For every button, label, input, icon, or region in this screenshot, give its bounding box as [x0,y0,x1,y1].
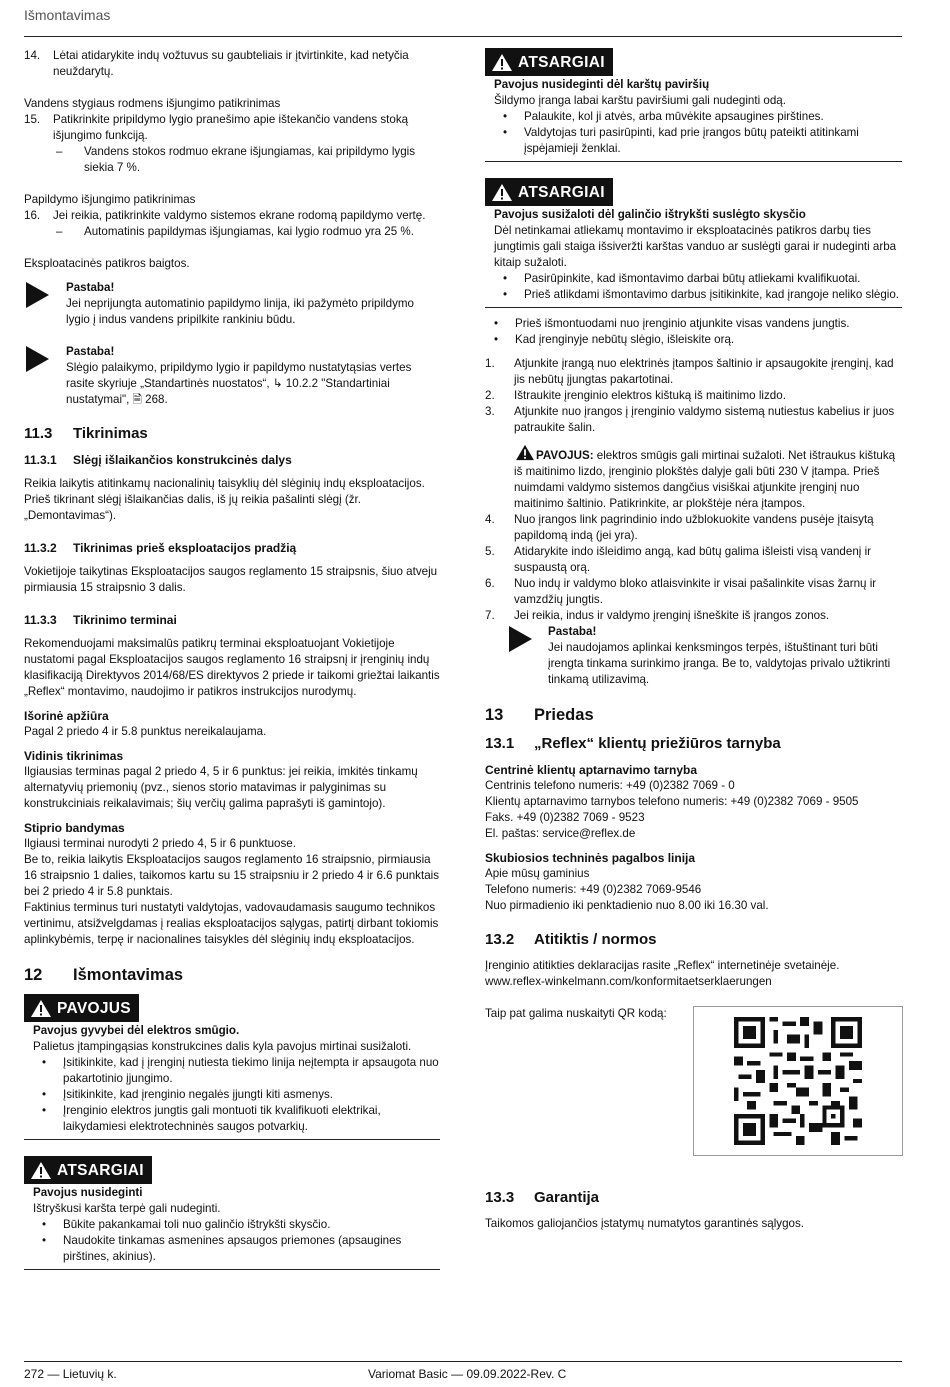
note-arrow-icon [509,626,532,652]
bullet-item: • Palaukite, kol ji atvės, arba mūvėkite apsaugines pirštines. [503,110,824,123]
note-arrow-icon [26,346,49,372]
checks-complete-text: Eksploatacinės patikros baigtos. [24,257,190,270]
warning-triangle-icon [491,53,513,72]
note-arrow-icon [26,282,49,308]
paragraph: Vokietijoje taikytinas Eksploatacijos saugos reglamento 15 straipsnis, šiuo atveju pirmiausia 15 straipsnio 3 dalis. [24,565,438,594]
bullet-item: • Būkite pakankamai toli nuo galinčio ištrykšti skysčio. [42,1218,331,1231]
step-4: 4. Nuo įrangos link pagrindinio indo užblokuokite vandens pusėje įtaisytą papildomą indą (jei yra). [485,513,874,542]
subheading-central-service: Centrinė klientų aptarnavimo tarnyba [485,763,698,777]
note-box: Pastaba! Slėgio palaikymo, pripildymo lygio ir papildymo nustatytąsias vertes rasite skyriuje „Standartinės nuostatos“, ↳ 10.2.2 "Standartiniai nustatymai", 🗎 268. [24,344,440,408]
contact-line: Faks. +49 (0)2382 7069 - 9523 [485,811,645,824]
danger-box: PAVOJUS Pavojus gyvybei dėl elektros smūgio. Palietus įtampingąsias konstrukcines dalis kyla pavojus mirtinai susižaloti. • Įsitikinkite, kad į įrenginį nutiesta tiekimo linija neįtempta ir apsaugota nuo pakartotinio įjungimo. • Įsitikinkite, kad įrenginio negalės įjungti kiti asmenys. • Įrenginio elektros jungtis gali montuoti tik kvalifikuoti elektrikai, laikydamiesi elektrotechninės saugos potvarkių. [24,994,440,1140]
section-heading-13-2: 13.2 Atitiktis / normos [485,931,657,948]
step-16: 16. Jei reikia, patikrinkite valdymo sistemos ekrane rodomą papildymo vertę. [24,209,426,222]
caution-box: ATSARGIAI Pavojus nusideginti dėl karštų paviršių Šildymo įranga labai karštu paviršiumi gali nudeginti odą. • Palaukite, kol ji atvės, arba mūvėkite apsaugines pirštines. • Valdytojas turi pasirūpinti, kad prie įrangos būtų pateikti atitinkami įspėjamieji ženklai. [485,48,902,162]
step-15: 15. Patikrinkite pripildymo lygio pranešimo apie ištekančio vandens stoką išjungimo funkciją. [24,113,409,142]
right-column [485,48,902,1232]
qr-code-frame [693,1006,903,1156]
header-rule [24,36,902,37]
paragraph: Rekomenduojami maksimalūs patikrų terminai eksploatuojant Vokietijoje nustatomi pagal Eksploatacijos saugos reglamento 16 straipsnį ir įrenginių indų klasifikaciją Direktyvos 2014/68/ES direktyvos 2 priede ir taikomi griežtai laikantis „Reflex“ montavimo, naudojimo ir patikros instrukcijos nurodymų. [24,637,440,698]
qr-caption: Taip pat galima nuskaityti QR kodą: [485,1007,667,1020]
left-column [24,48,440,1270]
caution-badge: ATSARGIAI [485,178,613,206]
inline-danger-warning: PAVOJUS: elektros smūgis gali mirtinai sužaloti. Net ištraukus kištuką iš maitinimo lizdo, įrenginio plokštės dalyje gali būti 230 V įtampa. Prieš nuimdami valdymo sistemos dangčius visiškai atjunkite įrenginį nuo maitinimo šaltinio. Patikrinkite, ar plokštėje nėra įtampos. [485,444,902,512]
paragraph: Reikia laikytis atitinkamų nacionalinių taisyklių dėl slėginių indų eksploatacijos. Prieš tikrinant slėgį išlaikančias dalis, iš jų reikia pašalinti slėgį (žr. „Demontavimas“). [24,477,425,522]
section-heading-13-3: 13.3 Garantija [485,1189,600,1206]
paragraph: Ilgiausias terminas pagal 2 priedo 4, 5 ir 6 punktus: jei reikia, imkitės tinkamų alternatyvių priemonių (pvz., sienos storio matavimas ir palyginimas su konstrukciniais reikalavimais; šių verčių galima paprašyti iš gamintojo). [24,765,418,810]
note-box: Pastaba! Jei naudojamos aplinkai kenksmingos terpės, ištuštinant turi būti įrengta tinkama surinkimo įranga. Be to, valdytojas privalo užtikrinti tinkamą utilizavimą. [485,624,902,688]
subheading-external-inspection: Išorinė apžiūra [24,709,109,723]
subheading-strength-test: Stiprio bandymas [24,821,125,835]
footer-rule [24,1361,902,1362]
chapter-heading-12: 12 Išmontavimas [24,966,184,984]
subheading-internal-inspection: Vidinis tikrinimas [24,749,124,763]
caution-box: ATSARGIAI Pavojus susižaloti dėl galinčio ištrykšti suslėgto skysčio Dėl netinkamai atliekamų montavimo ir eksploatacinės patikros darbų ties jungtimis gali staiga išsiveržti karštas vanduo ar suslėgti garai ir nudeginti arba kitaip sužaloti. • Pasirūpinkite, kad išmontavimo darbai būtų atliekami kvalifikuotai. • Prieš atlikdami išmontavimo darbus įsitikinkite, kad įrangoje neliko slėgio. [485,178,902,308]
contact-line: Telefono numeris: +49 (0)2382 7069-9546 [485,883,702,896]
bullet-item: • Naudokite tinkamas asmenines apsaugos priemones (apsaugines pirštines, akinius). [42,1234,402,1263]
subheading-hotline: Skubiosios techninės pagalbos linija [485,851,696,865]
warning-triangle-icon [30,999,52,1018]
caution-badge: ATSARGIAI [24,1156,152,1184]
bullet-item: • Prieš išmontuodami nuo įrenginio atjunkite visas vandens jungtis. [494,317,850,330]
section-heading-11-3: 11.3 Tikrinimas [24,425,148,442]
refill-check-title: Papildymo išjungimo patikrinimas [24,193,196,206]
warning-triangle-icon [30,1161,52,1180]
step-5: 5. Atidarykite indo išleidimo angą, kad būtų galima išleisti visą vandenį ir suspaustą orą. [485,545,872,574]
water-check-title: Vandens stygiaus rodmens išjungimo patikrinimas [24,97,281,110]
section-heading-11-3-2: 11.3.2 Tikrinimas prieš eksploatacijos pradžią [24,541,297,555]
paragraph: Ilgiausi terminai nurodyti 2 priedo 4, 5 ir 6 punktuose. [24,837,296,850]
contact-line: Nuo pirmadienio iki penktadienio nuo 8.00 iki 16.30 val. [485,899,769,912]
section-heading-13-1: 13.1 „Reflex“ klientų priežiūros tarnyba [485,735,781,752]
qr-code-icon [734,1017,862,1145]
danger-badge: PAVOJUS [24,994,139,1022]
step-7: 7. Jei reikia, indus ir valdymo įrenginį išneškite iš įrangos zonos. [485,609,830,622]
chapter-heading-13: 13 Priedas [485,706,594,724]
running-header: Išmontavimas [24,7,111,23]
step-2: 2. Ištraukite įrenginio elektros kištuką iš maitinimo lizdo. [485,389,786,402]
note-box: Pastaba! Jei neprijungta automatinio papildymo linija, iki pažymėto pripildymo lygio į indus vandens pripilkite rankiniu būdu. [24,280,440,328]
step-6: 6. Nuo indų ir valdymo bloko atlaisvinkite ir visai pašalinkite visas žarnų ir vamzdžių jungtis. [485,577,877,606]
bullet-item: • Prieš atlikdami išmontavimo darbus įsitikinkite, kad įrangoje neliko slėgio. [503,288,900,301]
footer-document-title: Variomat Basic — 09.09.2022-Rev. C [368,1367,567,1381]
bullet-item: • Įsitikinkite, kad įrenginio negalės įjungti kiti asmenys. [42,1088,334,1101]
bullet-item: • Pasirūpinkite, kad išmontavimo darbai būtų atliekami kvalifikuotai. [503,272,861,285]
step-14: 14. Lėtai atidarykite indų vožtuvus su gaubteliais ir įtvirtinkite, kad netyčia neuždarytų. [24,49,409,78]
step-15-result: – Vandens stokos rodmuo ekrane išjungiamas, kai pripildymo lygis siekia 7 %. [56,145,416,174]
qr-section [485,1006,902,1156]
step-1: 1. Atjunkite įrangą nuo elektrinės įtampos šaltinio ir apsaugokite įrenginį, kad jis nebūtų įjungtas pakartotinai. [485,357,894,386]
contact-line: Klientų aptarnavimo tarnybos telefono numeris: +49 (0)2382 7069 - 9505 [485,795,859,808]
paragraph: Pagal 2 priedo 4 ir 5.8 punktus nereikalaujama. [24,725,267,738]
contact-line: El. paštas: service@reflex.de [485,827,636,840]
bullet-item: • Įrenginio elektros jungtis gali montuoti tik kvalifikuoti elektrikai, laikydamiesi elektrotechninės saugos potvarkių. [42,1104,381,1133]
section-heading-11-3-1: 11.3.1 Slėgį išlaikančios konstrukcinės dalys [24,453,292,467]
section-heading-11-3-3: 11.3.3 Tikrinimo terminai [24,613,177,627]
paragraph: Taikomos galiojančios įstatymų numatytos garantinės sąlygos. [485,1217,804,1230]
caution-box: ATSARGIAI Pavojus nusideginti Ištryškusi karšta terpė gali nudeginti. • Būkite pakankamai toli nuo galinčio ištrykšti skysčio. • Naudokite tinkamas asmenines apsaugos priemones (apsaugines pirštines, akinius). [24,1156,440,1270]
contact-line: Centrinis telefono numeris: +49 (0)2382 7069 - 0 [485,779,735,792]
contact-line: Apie mūsų gaminius [485,867,590,880]
warning-triangle-icon [514,444,536,461]
step-3: 3. Atjunkite nuo įrangos į įrenginio valdymo sistemą nutiestus kabelius ir juos patraukite šalin. [485,405,895,434]
conformity-link[interactable]: www.reflex-winkelmann.com/konformitaetserklaerungen [485,975,772,988]
paragraph: Be to, reikia laikytis Eksploatacijos saugos reglamento 16 straipsnio, pirmiausia 16 straipsnio 1 dalies, taikomos kartu su 15 straipsniu ir 2 priedo 4 ir 6.6 punktais bei 2 priedo 4 ir 5.8 punktais. [24,853,440,898]
step-16-result: – Automatinis papildymas išjungiamas, kai lygio rodmuo yra 25 %. [56,225,414,238]
footer-page-number: 272 — Lietuvių k. [24,1367,117,1381]
bullet-item: • Kad įrenginyje nebūtų slėgio, išleiskite orą. [494,333,735,346]
paragraph: Įrenginio atitikties deklaracijas rasite „Reflex“ internetinėje svetainėje. [485,959,840,972]
bullet-item: • Valdytojas turi pasirūpinti, kad prie įrangos būtų pateikti atitinkami įspėjamieji ženklai. [503,126,859,155]
bullet-item: • Įsitikinkite, kad į įrenginį nutiesta tiekimo linija neįtempta ir apsaugota nuo pakartotinio įjungimo. [42,1056,439,1085]
paragraph: Faktinius terminus turi nustatyti valdytojas, vadovaudamasis saugumo technikos vertinimu, atsižvelgdamas į realias eksploatacijos sąlygas, patirtį dirbant tokiomis aplinkybėmis, terpę ir nacionalines taisykles dėl slėginių indų eksploatacijos. [24,901,439,946]
warning-triangle-icon [491,183,513,202]
caution-badge: ATSARGIAI [485,48,613,76]
